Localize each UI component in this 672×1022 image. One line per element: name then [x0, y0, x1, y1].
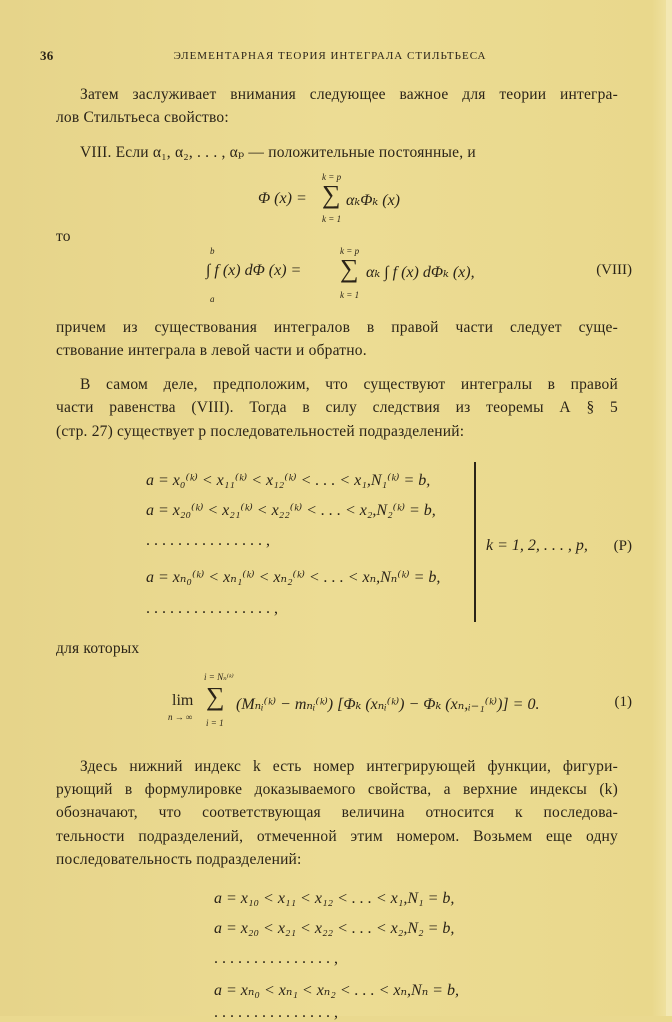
equation-tag: (VIII)	[596, 262, 632, 278]
index-range: k = 1, 2, . . . , p,	[486, 537, 588, 554]
paragraph-line: Здесь нижний индекс k есть номер интегрирующей функции, фигури-	[80, 758, 618, 775]
system-row: a = x₂₀ < x₂₁ < x₂₂ < . . . < x₂,N₂ = b,	[214, 920, 455, 937]
system-row: a = xₙ₀ < xₙ₁ < xₙ₂ < . . . < xₙ,Nₙ = b,	[214, 982, 459, 999]
paragraph-line: обозначают, что соответствующая величина относится к последова-	[56, 804, 618, 821]
limit-operator: lim	[172, 692, 194, 709]
sum-upper-limit: k = p	[322, 172, 342, 182]
system-row: . . . . . . . . . . . . . . . . ,	[146, 600, 278, 617]
sum-upper-limit: k = p	[340, 246, 360, 256]
integral-lower-limit: a	[210, 294, 215, 304]
equation-tag: (P)	[613, 538, 632, 554]
paragraph-line: (стр. 27) существует p последовательностей подразделений:	[56, 423, 465, 440]
system-row: a = x₀⁽ᵏ⁾ < x₁₁⁽ᵏ⁾ < x₁₂⁽ᵏ⁾ < . . . < x₁,N₁⁽ᵏ⁾ = b,	[146, 472, 431, 489]
limit-subscript: n → ∞	[168, 712, 193, 722]
sum-upper-limit: i = Nₙ⁽ᵏ⁾	[204, 672, 234, 682]
connector-word: то	[56, 228, 71, 245]
paragraph-line: рующий в формулировке доказываемого свойства, а верхние индексы (k)	[56, 781, 618, 798]
sum-sign: ∑	[340, 254, 359, 283]
formula-body: (Mₙᵢ⁽ᵏ⁾ − mₙᵢ⁽ᵏ⁾) [Φₖ (xₙᵢ⁽ᵏ⁾) − Φₖ (xₙ,ᵢ₋₁⁽ᵏ⁾)] = 0.	[236, 696, 540, 713]
paragraph-line: части равенства (VIII). Тогда в силу следствия из теоремы А § 5	[56, 399, 618, 416]
formula-rhs: αₖΦₖ (x)	[346, 192, 401, 209]
paragraph-line: последовательность подразделений:	[56, 851, 302, 868]
system-row: a = x₁₀ < x₁₁ < x₁₂ < . . . < x₁,N₁ = b,	[214, 890, 455, 907]
running-title: ЭЛЕМЕНТАРНАЯ ТЕОРИЯ ИНТЕГРАЛА СТИЛЬТЬЕСА	[173, 50, 487, 62]
system-row: . . . . . . . . . . . . . . . ,	[214, 950, 338, 967]
sum-lower-limit: k = 1	[340, 290, 360, 300]
page-edge	[666, 0, 672, 1016]
system-row: a = xₙ₀⁽ᵏ⁾ < xₙ₁⁽ᵏ⁾ < xₙ₂⁽ᵏ⁾ < . . . < xₙ,Nₙ⁽ᵏ⁾ = b,	[146, 569, 441, 586]
integral-upper-limit: b	[210, 246, 215, 256]
paragraph-line: ствование интеграла в левой части и обратно.	[56, 342, 367, 359]
formula-rhs: αₖ ∫ f (x) dΦₖ (x),	[366, 264, 475, 281]
sum-sign: ∑	[322, 180, 341, 209]
sum-lower-limit: i = 1	[206, 718, 224, 728]
right-brace	[468, 462, 476, 622]
paragraph-line: В самом деле, предположим, что существуют интегралы в правой	[80, 376, 618, 393]
system-row: a = x₂₀⁽ᵏ⁾ < x₂₁⁽ᵏ⁾ < x₂₂⁽ᵏ⁾ < . . . < x₂,N₂⁽ᵏ⁾ = b,	[146, 502, 436, 519]
equation-tag: (1)	[614, 694, 632, 710]
connector-phrase: для которых	[56, 640, 140, 657]
paragraph-line: лов Стильтьеса свойство:	[56, 109, 229, 126]
system-row: . . . . . . . . . . . . . . . ,	[214, 1004, 338, 1021]
system-row: . . . . . . . . . . . . . . . ,	[146, 532, 270, 549]
sum-sign: ∑	[206, 682, 225, 711]
formula-lhs: Φ (x) =	[258, 190, 307, 207]
theorem-statement: VIII. Если α₁, α₂, . . . , αₚ — положительные постоянные, и	[80, 144, 476, 161]
paragraph-line: причем из существования интегралов в правой части следует суще-	[56, 319, 618, 336]
formula-lhs: ∫ f (x) dΦ (x) =	[206, 262, 302, 279]
paragraph-line: тельности подразделений, отмеченной этим номером. Возьмем еще одну	[56, 828, 618, 845]
sum-lower-limit: k = 1	[322, 214, 342, 224]
page-number: 36	[40, 48, 54, 63]
paragraph-line: Затем заслуживает внимания следующее важное для теории интегра-	[80, 86, 618, 103]
